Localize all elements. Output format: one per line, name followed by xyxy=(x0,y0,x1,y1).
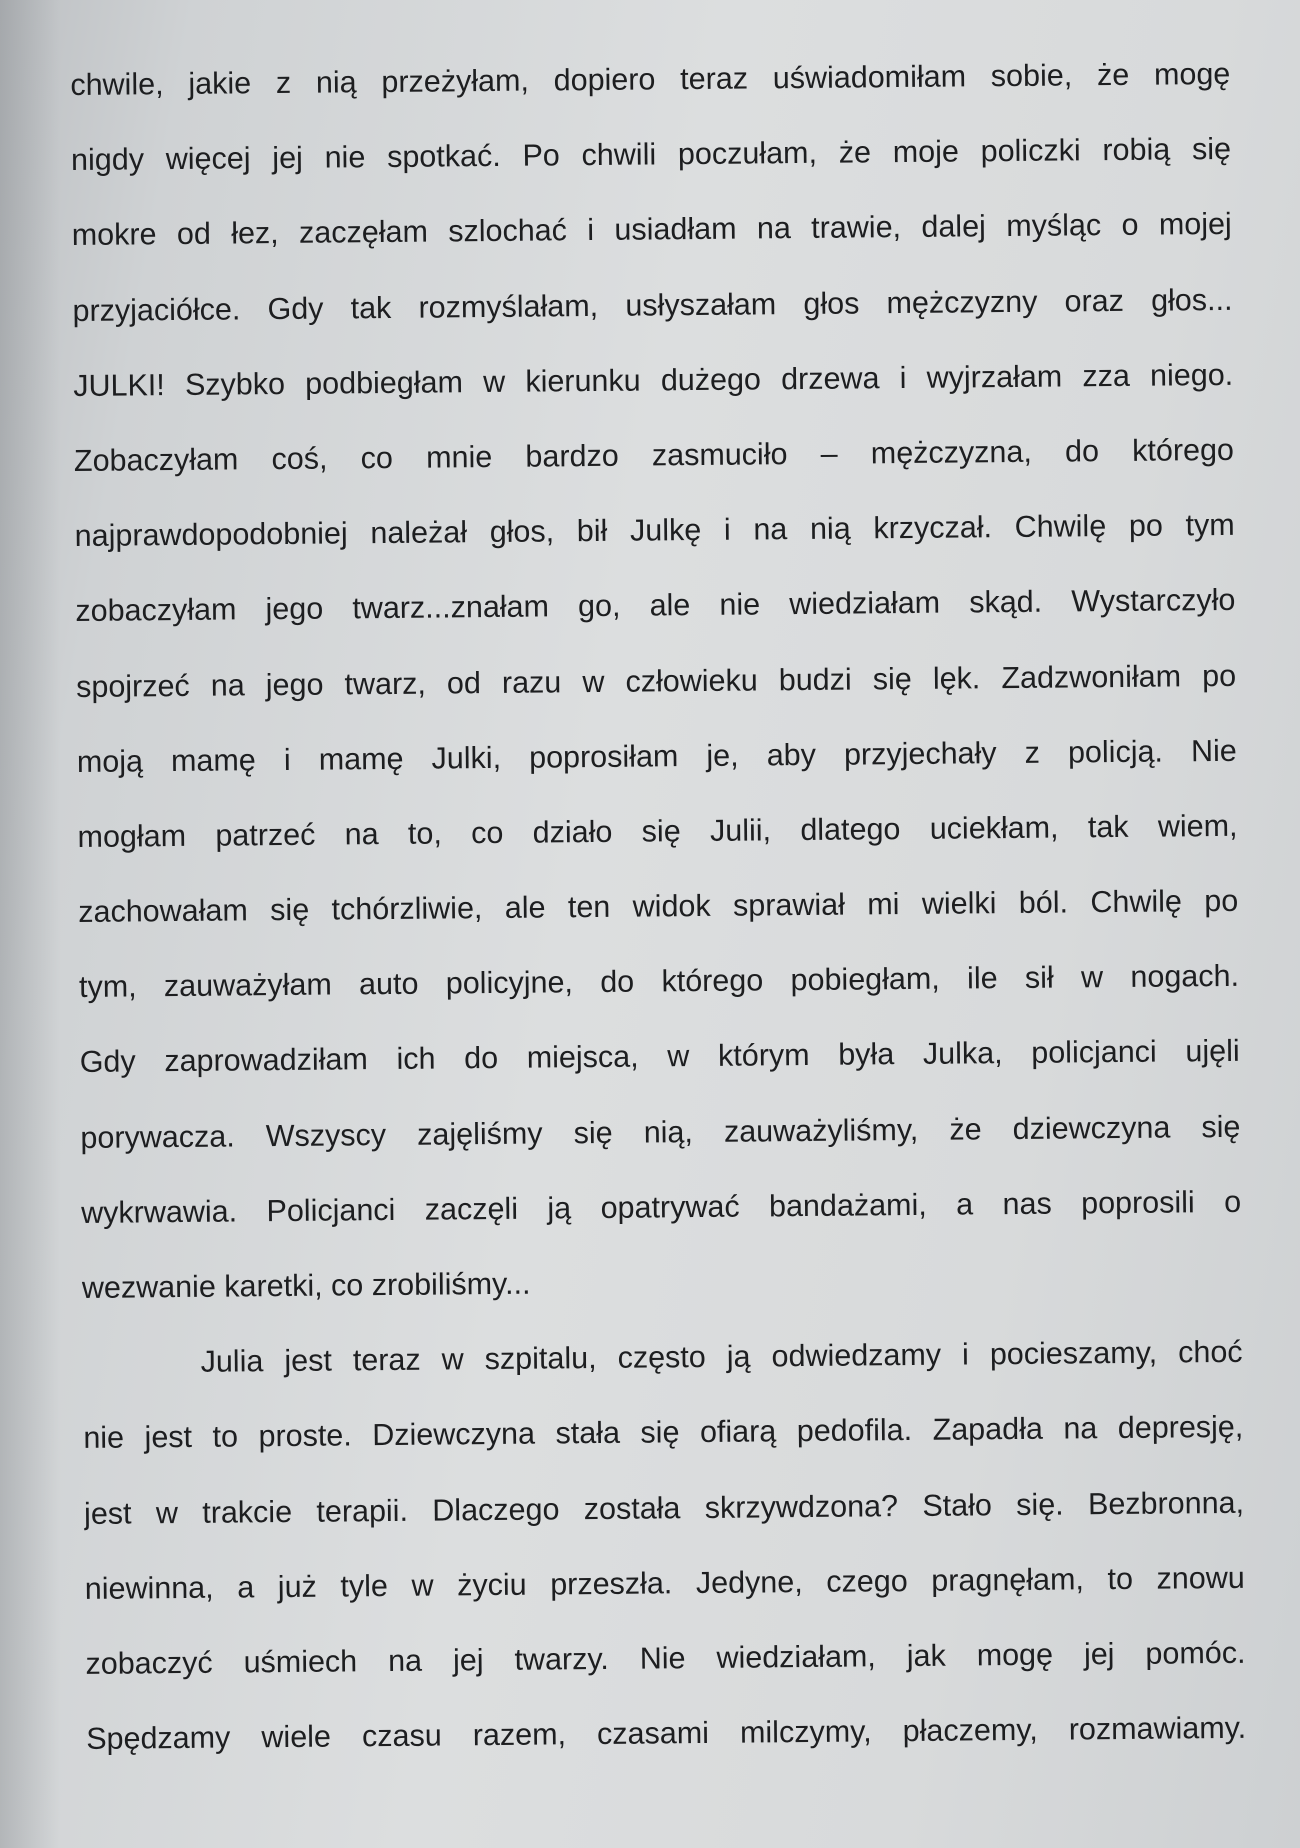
text-line-5: JULKI! Szybko podbiegłam w kierunku dużego drzewa i wyjrzałam zza niego. xyxy=(73,357,1234,403)
text-line-15: porywacza. Wszyscy zajęliśmy się nią, zauważyliśmy, że dziewczyna się xyxy=(80,1109,1241,1155)
text-line-1: chwile, jakie z nią przeżyłam, dopiero teraz uświadomiłam sobie, że mogę xyxy=(70,56,1231,102)
text-line-8: zobaczyłam jego twarz...znałam go, ale nie wiedziałam skąd. Wystarczyło xyxy=(75,583,1236,629)
text-line-2: nigdy więcej jej nie spotkać. Po chwili poczułam, że moje policzki robią się xyxy=(70,132,1232,178)
text-line-21: niewinna, a już tyle w życiu przeszła. Jedyne, czego pragnęłam, to znowu xyxy=(84,1560,1245,1606)
text-line-18: Julia jest teraz w szpitalu, często ją odwiedzamy i pocieszamy, choć xyxy=(200,1334,1243,1379)
text-line-20: jest w trakcie terapii. Dlaczego została skrzywdzona? Stało się. Bezbronna, xyxy=(83,1485,1245,1531)
text-line-17: wezwanie karetki, co zrobiliśmy... xyxy=(81,1266,531,1305)
text-line-19: nie jest to proste. Dziewczyna stała się ofiarą pedofila. Zapadła na depresję, xyxy=(83,1410,1244,1456)
text-line-13: tym, zauważyłam auto policyjne, do którego pobiegłam, ile sił w nogach. xyxy=(78,959,1240,1005)
text-line-7: najprawdopodobniej należał głos, bił Julkę i na nią krzyczał. Chwilę po tym xyxy=(74,507,1235,554)
text-line-22: zobaczyć uśmiech na jej twarzy. Nie wiedziałam, jak mogę jej pomóc. xyxy=(85,1635,1246,1681)
text-line-4: przyjaciółce. Gdy tak rozmyślałam, usłyszałam głos mężczyzny oraz głos... xyxy=(72,282,1233,328)
text-line-14: Gdy zaprowadziłam ich do miejsca, w którym była Julka, policjanci ujęli xyxy=(79,1034,1240,1080)
text-line-10: moją mamę i mamę Julki, poprosiłam je, aby przyjechały z policją. Nie xyxy=(76,733,1237,779)
text-line-6: Zobaczyłam coś, co mnie bardzo zasmuciło – mężczyzna, do którego xyxy=(73,432,1235,478)
text-line-11: mogłam patrzeć na to, co działo się Julii, dlatego uciekłam, tak wiem, xyxy=(77,808,1238,854)
text-line-3: mokre od łez, zaczęłam szlochać i usiadłam na trawie, dalej myśląc o mojej xyxy=(71,207,1232,253)
text-line-12: zachowałam się tchórzliwie, ale ten widok sprawiał mi wielki ból. Chwilę po xyxy=(78,883,1239,930)
page-edge-shadow xyxy=(0,0,60,1848)
text-line-23: Spędzamy wiele czasu razem, czasami milczymy, płaczemy, rozmawiamy. xyxy=(86,1710,1247,1757)
text-line-16: wykrwawia. Policjanci zaczęli ją opatrywać bandażami, a nas poprosili o xyxy=(81,1184,1242,1230)
text-line-9: spojrzeć na jego twarz, od razu w człowieku budzi się lęk. Zadzwoniłam po xyxy=(75,658,1237,704)
document-text xyxy=(70,37,1247,1777)
